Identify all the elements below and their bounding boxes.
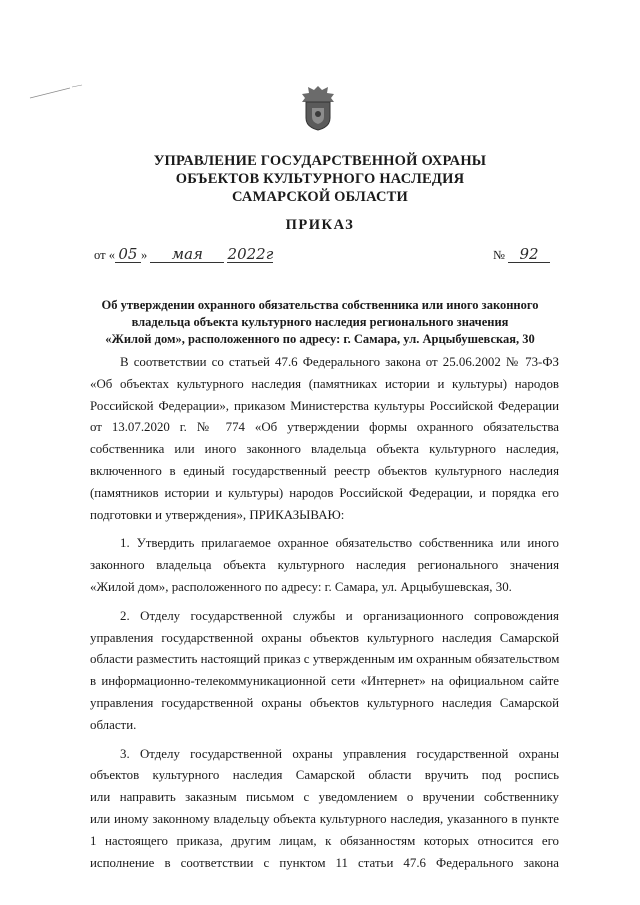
text-line: «Об объектах культурного наследия (памятниках истории и культуры) народов xyxy=(90,376,559,391)
clause-2-paragraph xyxy=(90,606,559,737)
subject-line: Об утверждении охранного обязательства собственника или иного законного xyxy=(101,298,539,312)
text-line: от 13.07.2020 г. № 774 «Об утверждении формы охранного обязательства xyxy=(90,420,559,435)
number-prefix: № xyxy=(493,248,505,262)
text-line: В соответствии со статьей 47.6 Федерального закона от 25.06.2002 № 73-ФЗ xyxy=(120,355,559,369)
organization-line: САМАРСКОЙ ОБЛАСТИ xyxy=(231,189,409,205)
date-close-quote: » xyxy=(140,248,148,262)
text-line: собственника или иного законного владельца объекта культурного наследия, xyxy=(90,442,559,457)
text-line: управления государственной охраны объектов культурного наследия Самарской xyxy=(90,630,559,645)
text-line: включенного в единый государственный реестр объектов культурного наследия xyxy=(90,463,559,478)
text-line: подготовки и утверждения», ПРИКАЗЫВАЮ: xyxy=(90,507,345,522)
text-line: (памятников истории и культуры) народов Российской Федерации, и порядка его xyxy=(90,485,559,500)
organization-line: УПРАВЛЕНИЕ ГОСУДАРСТВЕННОЙ ОХРАНЫ xyxy=(153,153,487,169)
organization-line: ОБЪЕКТОВ КУЛЬТУРНОГО НАСЛЕДИЯ xyxy=(175,171,465,187)
preamble-paragraph xyxy=(90,352,559,526)
clause-3-paragraph xyxy=(90,744,559,875)
text-line: или иному законному владельцу объекта культурного наследия, указанного в пункте xyxy=(90,811,559,826)
text-line: области. xyxy=(90,717,137,732)
text-line: управления государственной охраны объектов культурного наследия Самарской xyxy=(90,695,559,710)
text-line: объектов культурного наследия Самарской области вручить под роспись xyxy=(90,768,559,783)
text-line: в информационно-телекоммуникационной сети «Интернет» на официальном сайте xyxy=(90,674,559,689)
number-value: 92 xyxy=(519,245,539,263)
order-subject xyxy=(80,297,560,348)
text-line: 2. Отделу государственной службы и организационного сопровождения xyxy=(120,608,559,623)
date-prefix: от xyxy=(94,248,106,262)
text-line: 3. Отделу государственной охраны управления государственной охраны xyxy=(120,746,559,761)
text-line: 1. Утвердить прилагаемое охранное обязательство собственника или иного xyxy=(120,536,559,551)
text-line: области разместить настоящий приказ с утвержденным им охранным обязательством xyxy=(90,652,560,667)
organization-name xyxy=(80,152,560,206)
order-body xyxy=(90,352,559,881)
text-line: «Жилой дом», расположенного по адресу: г. Самара, ул. Арцыбушевская, 30. xyxy=(90,579,512,594)
text-line: законного владельца объекта культурного наследия регионального значения xyxy=(90,558,559,573)
text-line: исполнение в соответствии с пунктом 11 статьи 47.6 Федерального закона xyxy=(90,855,559,870)
document-type: ПРИКАЗ xyxy=(285,217,355,233)
scan-artifact xyxy=(28,82,88,102)
text-line: или направить заказным письмом с уведомлением о вручении собственнику xyxy=(90,790,559,805)
text-line: Российской Федерации», приказом Министерства культуры Российской Федерации xyxy=(90,398,559,413)
subject-line: «Жилой дом», расположенного по адресу: г. Самара, ул. Арцыбушевская, 30 xyxy=(105,332,535,346)
clause-1-paragraph xyxy=(90,533,559,598)
date-open-quote: « xyxy=(108,248,115,262)
coat-of-arms-icon xyxy=(298,84,338,132)
date-day: 05 xyxy=(118,245,138,263)
order-number xyxy=(493,247,550,263)
order-date xyxy=(94,247,273,263)
date-month: мая xyxy=(171,245,203,263)
text-line: 1 настоящего приказа, другим лицам, к обязанностям которых относится его xyxy=(90,833,559,848)
subject-line: владельца объекта культурного наследия регионального значения xyxy=(131,315,509,329)
date-year: 2022г xyxy=(227,245,274,263)
